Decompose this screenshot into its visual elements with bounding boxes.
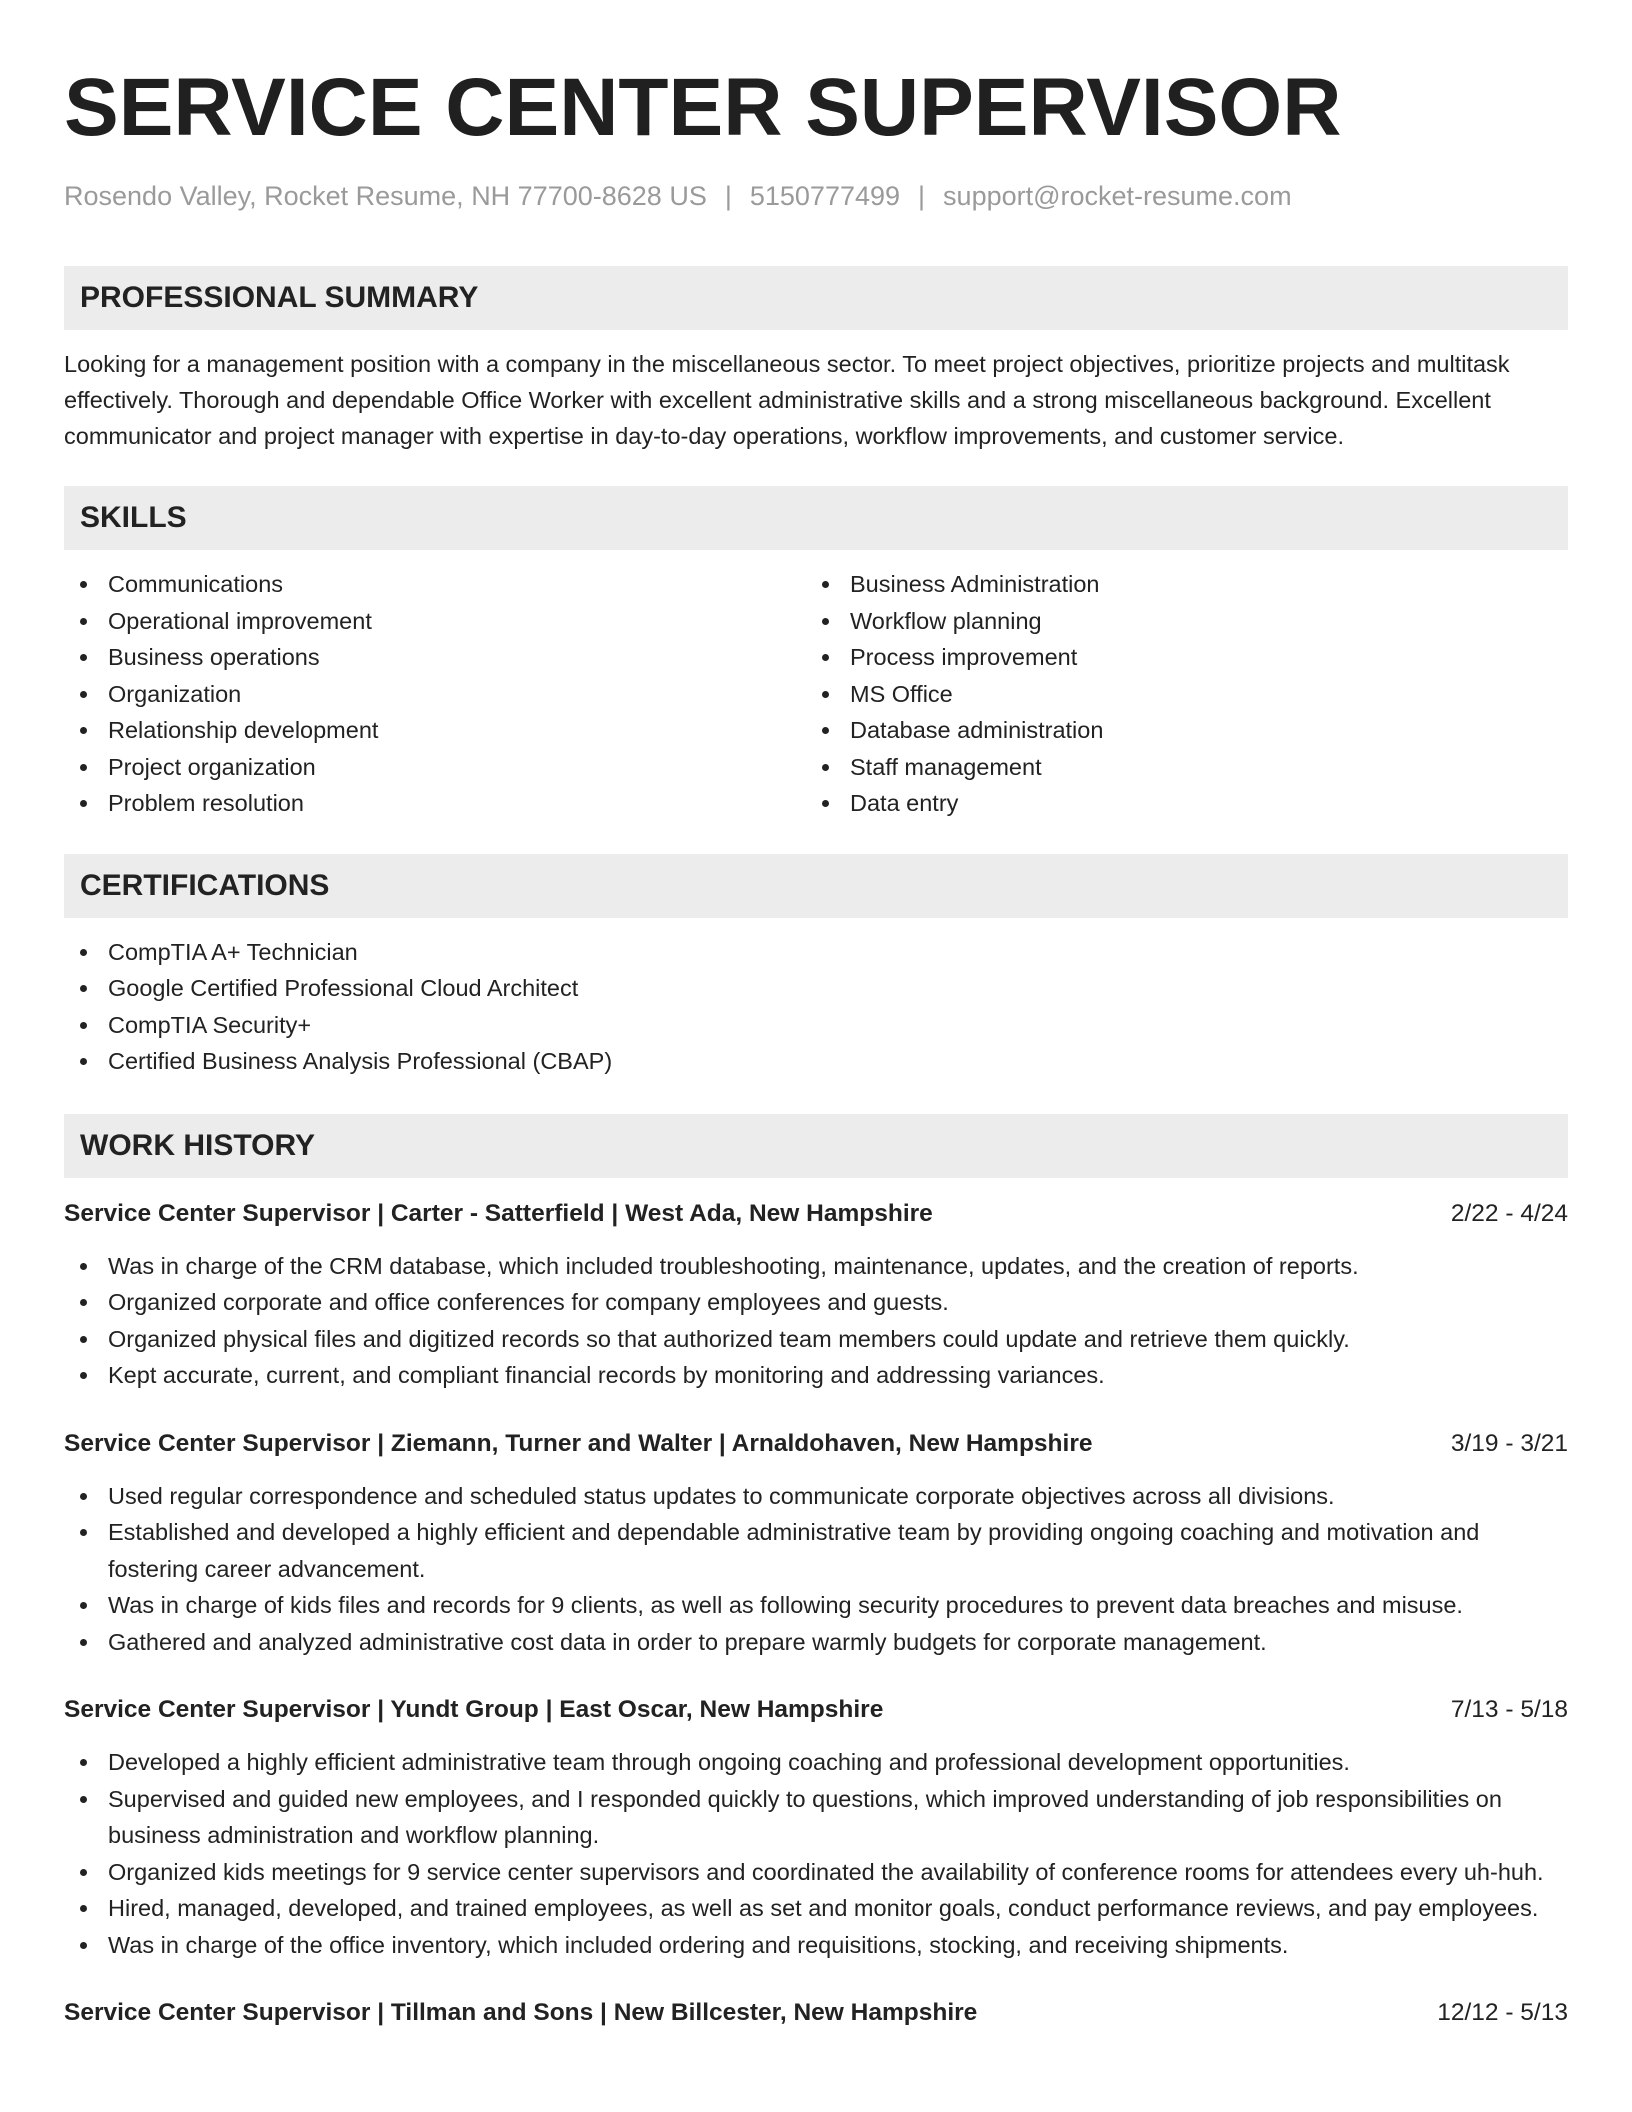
skills-list [64, 566, 1568, 822]
skill-item: MS Office [806, 676, 1548, 713]
job-entry [64, 1692, 1568, 1963]
skill-item: Operational improvement [64, 603, 806, 640]
job-bullet: Organized kids meetings for 9 service center supervisors and coordinated the availability of conference rooms for attendees every uh-huh. [64, 1854, 1568, 1891]
job-bullet: Was in charge of kids files and records for 9 clients, as well as following security procedures to prevent data breaches and misuse. [64, 1587, 1568, 1624]
skill-item: Problem resolution [64, 785, 806, 822]
certification-item: CompTIA A+ Technician [64, 934, 1568, 971]
job-bullet: Hired, managed, developed, and trained employees, as well as set and monitor goals, conduct performance reviews, and pay employees. [64, 1890, 1568, 1927]
job-bullet: Was in charge of the office inventory, which included ordering and requisitions, stocking, and receiving shipments. [64, 1927, 1568, 1964]
skill-item: Organization [64, 676, 806, 713]
skills-heading: SKILLS [64, 486, 1568, 550]
job-dates: 3/19 - 3/21 [1450, 1429, 1568, 1457]
skill-item: Database administration [806, 712, 1548, 749]
job-entry [64, 1426, 1568, 1661]
job-bullet: Was in charge of the CRM database, which included troubleshooting, maintenance, updates, and the creation of reports. [64, 1248, 1568, 1285]
contact-phone: 5150777499 [749, 181, 901, 211]
certification-item: CompTIA Security+ [64, 1007, 1568, 1044]
skill-item: Communications [64, 566, 806, 603]
job-title: Service Center Supervisor | Tillman and Sons | New Billcester, New Hampshire [64, 1999, 978, 2026]
job-header [64, 1426, 1568, 1462]
skill-item: Staff management [806, 749, 1548, 786]
certification-item: Google Certified Professional Cloud Architect [64, 970, 1568, 1007]
contact-email: support@rocket-resume.com [943, 181, 1292, 211]
job-header [64, 1196, 1568, 1232]
contact-address: Rosendo Valley, Rocket Resume, NH 77700-8628 US [64, 181, 707, 211]
skill-item: Project organization [64, 749, 806, 786]
job-dates: 2/22 - 4/24 [1450, 1199, 1568, 1227]
job-bullets [64, 1478, 1568, 1661]
job-title: Service Center Supervisor | Ziemann, Turner and Walter | Arnaldohaven, New Hampshire [64, 1429, 1093, 1457]
job-bullet: Gathered and analyzed administrative cost data in order to prepare warmly budgets for corporate management. [64, 1624, 1568, 1661]
job-bullet: Established and developed a highly efficient and dependable administrative team by providing ongoing coaching and motivation and fostering career advancement. [64, 1514, 1568, 1587]
job-dates: 7/13 - 5/18 [1450, 1696, 1568, 1723]
skill-item: Data entry [806, 785, 1548, 822]
job-header [64, 1692, 1568, 1728]
summary-heading: PROFESSIONAL SUMMARY [64, 266, 1568, 330]
contact-line [64, 178, 1568, 214]
job-bullet: Organized physical files and digitized records so that authorized team members could update and retrieve them quickly. [64, 1321, 1568, 1358]
candidate-title: SERVICE CENTER SUPERVISOR [64, 62, 1342, 153]
job-header [64, 1995, 1568, 2031]
job-bullet: Organized corporate and office conferences for company employees and guests. [64, 1284, 1568, 1321]
skills-column-left [64, 566, 806, 822]
job-bullet: Kept accurate, current, and compliant financial records by monitoring and addressing variances. [64, 1357, 1568, 1394]
skill-item: Business Administration [806, 566, 1548, 603]
job-dates: 12/12 - 5/13 [1437, 1999, 1568, 2026]
job-bullets [64, 1744, 1568, 1963]
skill-item: Business operations [64, 639, 806, 676]
certifications-list [64, 934, 1568, 1080]
skill-item: Relationship development [64, 712, 806, 749]
summary-text: Looking for a management position with a company in the miscellaneous sector. To meet project objectives, prioritize projects and multitask effectively. Thorough and dependable Office Worker with excellent administrative skills and a strong miscellaneous background. Excellent communicator and project manager with expertise in day-to-day operations, workflow improvements, and customer service. [64, 351, 1510, 449]
job-entry [64, 1995, 1568, 2031]
job-bullet: Developed a highly efficient administrative team through ongoing coaching and professional development opportunities. [64, 1744, 1568, 1781]
job-title: Service Center Supervisor | Yundt Group | East Oscar, New Hampshire [64, 1696, 884, 1723]
job-bullet: Used regular correspondence and scheduled status updates to communicate corporate objectives across all divisions. [64, 1478, 1568, 1515]
job-entry [64, 1196, 1568, 1394]
skill-item: Workflow planning [806, 603, 1548, 640]
work-history-heading: WORK HISTORY [64, 1114, 1568, 1178]
certifications-heading: CERTIFICATIONS [64, 854, 1568, 918]
job-bullets [64, 1248, 1568, 1394]
contact-separator: | [918, 181, 926, 211]
certification-item: Certified Business Analysis Professional (CBAP) [64, 1043, 1568, 1080]
job-title: Service Center Supervisor | Carter - Satterfield | West Ada, New Hampshire [64, 1199, 933, 1227]
skills-column-right [806, 566, 1548, 822]
skill-item: Process improvement [806, 639, 1548, 676]
job-bullet: Supervised and guided new employees, and I responded quickly to questions, which improved understanding of job responsibilities on business administration and workflow planning. [64, 1781, 1568, 1854]
contact-separator: | [724, 181, 732, 211]
